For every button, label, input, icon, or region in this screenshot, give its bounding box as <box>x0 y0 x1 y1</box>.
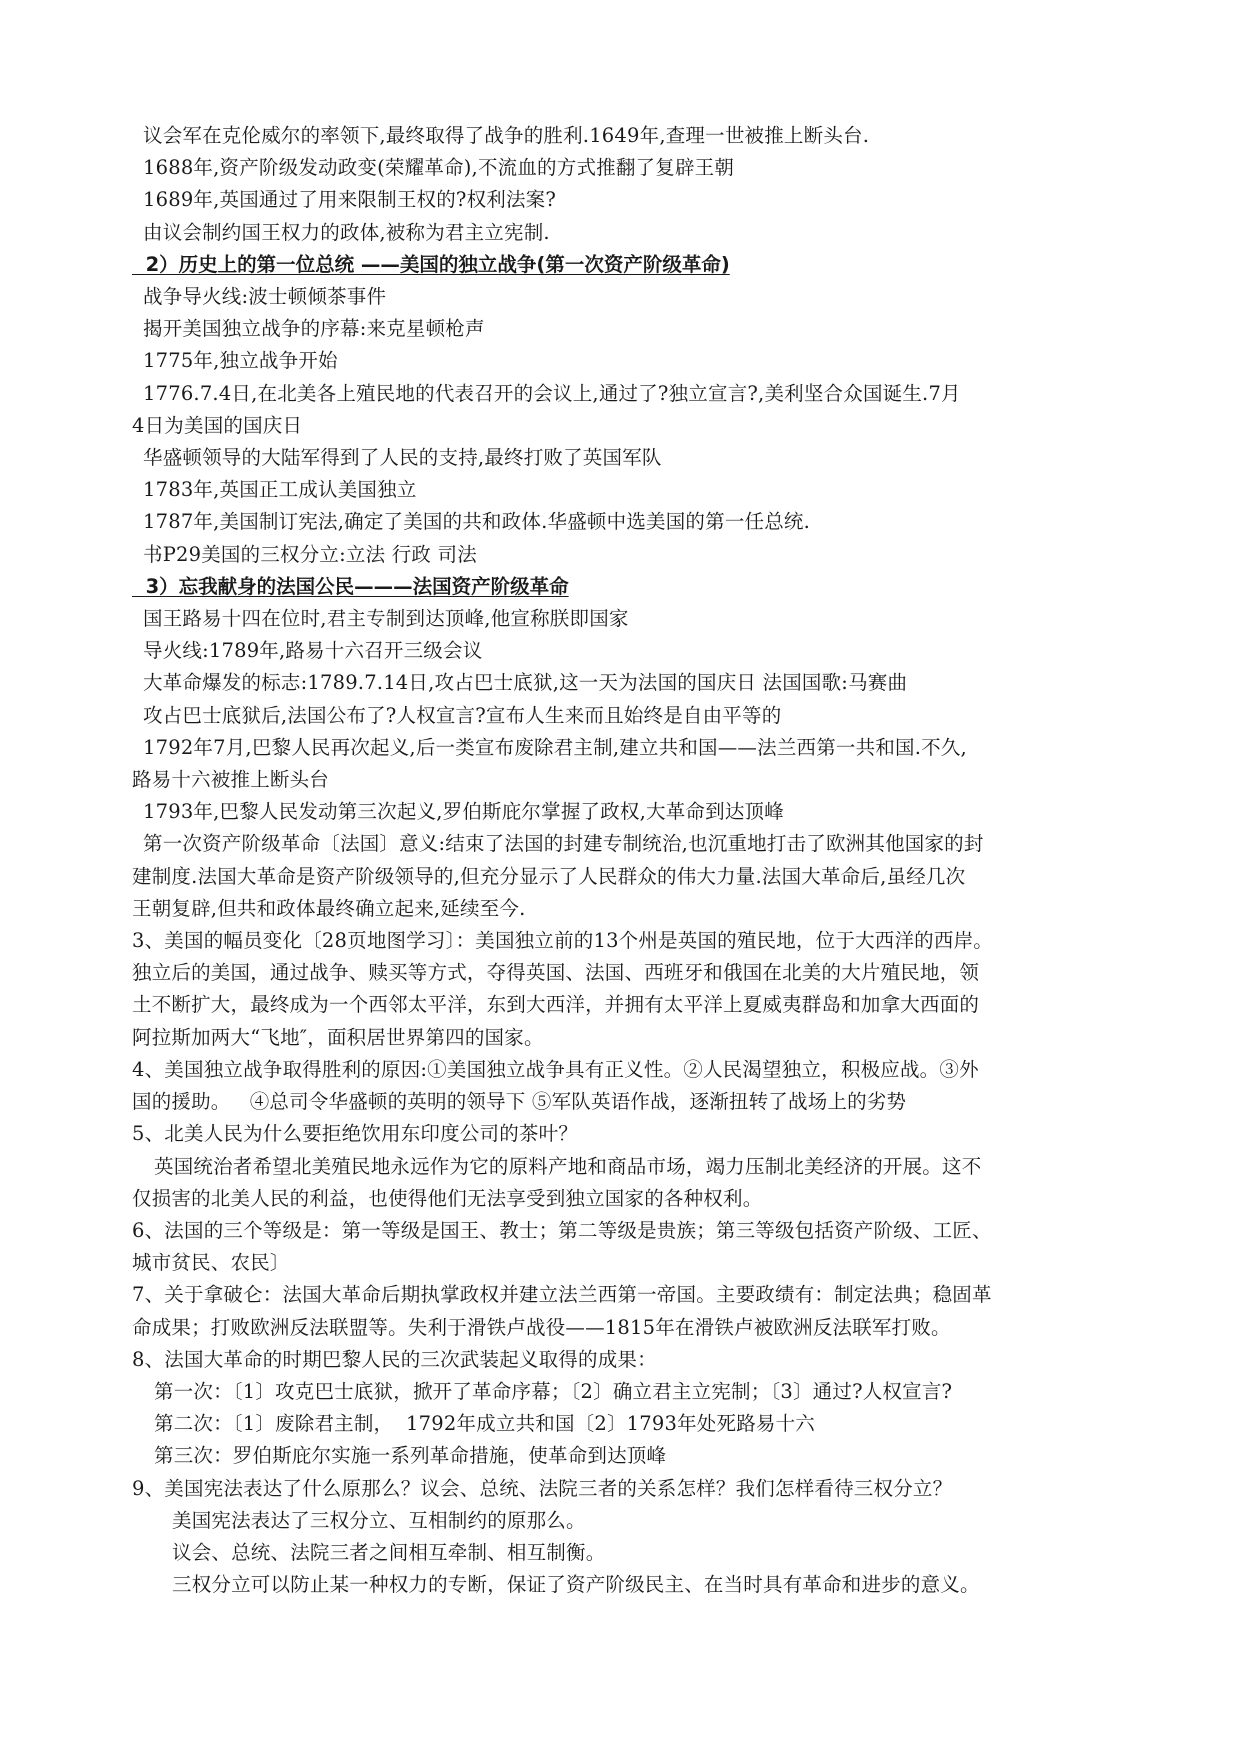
text-line: 阿拉斯加两大“飞地″，面积居世界第四的国家。 <box>132 1025 544 1049</box>
text-line: 8、法国大革命的时期巴黎人民的三次武装起义取得的成果： <box>132 1347 657 1371</box>
text-line: 1787年,美国制订宪法,确定了美国的共和政体.华盛顿中选美国的第一任总统. <box>143 510 811 534</box>
text-line: 大革命爆发的标志:1789.7.14日,攻占巴士底狱,这一天为法国的国庆日 法国国歌:马赛曲 <box>143 671 908 695</box>
text-line: 战争导火线:波士顿倾茶事件 <box>143 285 387 309</box>
text-line: 7、关于拿破仑：法国大革命后期执掌政权并建立法兰西第一帝国。主要政绩有：制定法典；稳固革 <box>132 1283 992 1307</box>
text-line: 攻占巴士底狱后,法国公布了?人权宣言?宣布人生来而且始终是自由平等的 <box>143 703 782 727</box>
text-line: 1783年,英国正工成认美国独立 <box>143 478 417 502</box>
text-line: 美国宪法表达了三权分立、互相制约的原那么。 <box>172 1508 586 1532</box>
text-line: 由议会制约国王权力的政体,被称为君主立宪制. <box>143 220 550 244</box>
text-line: 三权分立可以防止某一种权力的专断，保证了资产阶级民主、在当时具有革命和进步的意义。 <box>172 1573 980 1597</box>
text-line: 国的援助。 ④总司令华盛顿的英明的领导下 ⑤军队英语作战，逐渐扭转了战场上的劣势 <box>132 1090 907 1114</box>
text-line: 1793年,巴黎人民发动第三次起义,罗伯斯庇尔掌握了政权,大革命到达顶峰 <box>143 800 784 824</box>
text-line: 议会军在克伦威尔的率领下,最终取得了战争的胜利.1649年,查理一世被推上断头台. <box>143 124 870 147</box>
text-line: 1776.7.4日,在北美各上殖民地的代表召开的会议上,通过了?独立宣言?,美利坚合众国诞生.7月 <box>143 381 961 405</box>
text-line: 4、美国独立战争取得胜利的原因:①美国独立战争具有正义性。②人民渴望独立，积极应战。③外 <box>132 1057 979 1081</box>
text-line: 国王路易十四在位时,君主专制到达顶峰,他宣称朕即国家 <box>143 607 629 631</box>
text-line: 1775年,独立战争开始 <box>143 349 338 373</box>
text-line: 书P29美国的三权分立:立法 行政 司法 <box>143 542 477 566</box>
text-line: 仅损害的北美人民的利益，也使得他们无法享受到独立国家的各种权利。 <box>132 1186 763 1210</box>
text-line: 第三次：罗伯斯庇尔实施一系列革命措施，使革命到达顶峰 <box>154 1444 667 1468</box>
section-heading: 3）忘我献身的法国公民———法国资产阶级革命 <box>132 574 569 598</box>
text-line: 英国统治者希望北美殖民地永远作为它的原料产地和商品市场，竭力压制北美经济的开展。这不 <box>154 1154 982 1178</box>
text-line: 3、美国的幅员变化〔28页地图学习〕：美国独立前的13个州是英国的殖民地，位于大西洋的西岸。 <box>132 929 993 953</box>
text-line: 9、美国宪法表达了什么原那么？议会、总统、法院三者的关系怎样？我们怎样看待三权分立？ <box>132 1476 953 1500</box>
text-line: 6、法国的三个等级是：第一等级是国王、教士；第二等级是贵族；第三等级包括资产阶级、工匠、 <box>132 1218 992 1242</box>
text-line: 第二次：〔1〕废除君主制， 1792年成立共和国〔2〕1793年处死路易十六 <box>154 1412 816 1436</box>
text-line: 路易十六被推上断头台 <box>132 768 330 792</box>
text-line: 1792年7月,巴黎人民再次起义,后一类宣布废除君主制,建立共和国——法兰西第一共和国.不久, <box>143 735 967 759</box>
text-line: 华盛顿领导的大陆军得到了人民的支持,最终打败了英国军队 <box>143 446 662 470</box>
text-line: 揭开美国独立战争的序幕:来克星顿枪声 <box>143 317 485 341</box>
text-line: 导火线:1789年,路易十六召开三级会议 <box>143 639 483 663</box>
text-line: 5、北美人民为什么要拒绝饮用东印度公司的茶叶？ <box>132 1122 579 1146</box>
text-line: 1689年,英国通过了用来限制王权的?权利法案? <box>143 188 557 212</box>
section-heading: 2）历史上的第一位总统 ——美国的独立战争(第一次资产阶级革命) <box>132 252 730 276</box>
text-line: 独立后的美国，通过战争、赎买等方式，夺得英国、法国、西班牙和俄国在北美的大片殖民地，领 <box>132 961 980 985</box>
text-line: 王朝复辟,但共和政体最终确立起来,延续至今. <box>132 896 526 920</box>
text-line: 建制度.法国大革命是资产阶级领导的,但充分显示了人民群众的伟大力量.法国大革命后,虽经几次 <box>132 864 966 888</box>
text-line: 土不断扩大，最终成为一个西邻太平洋，东到大西洋，并拥有太平洋上夏威夷群岛和加拿大西面的 <box>132 993 980 1017</box>
text-line: 1688年,资产阶级发动政变(荣耀革命),不流血的方式推翻了复辟王朝 <box>143 156 735 180</box>
text-line: 第一次：〔1〕攻克巴士底狱，掀开了革命序幕；〔2〕确立君主立宪制；〔3〕通过?人权宣言? <box>154 1379 953 1403</box>
text-line: 第一次资产阶级革命〔法国〕意义:结束了法国的封建专制统治,也沉重地打击了欧洲其他国家的封 <box>143 832 984 856</box>
text-line: 命成果；打败欧洲反法联盟等。失利于滑铁卢战役——1815年在滑铁卢被欧洲反法联军打败。 <box>132 1315 951 1339</box>
text-line: 4日为美国的国庆日 <box>132 413 303 437</box>
document-body <box>132 120 1100 1601</box>
text-line: 议会、总统、法院三者之间相互牵制、相互制衡。 <box>172 1540 606 1564</box>
text-line: 城市贫民、农民〕 <box>132 1251 290 1275</box>
